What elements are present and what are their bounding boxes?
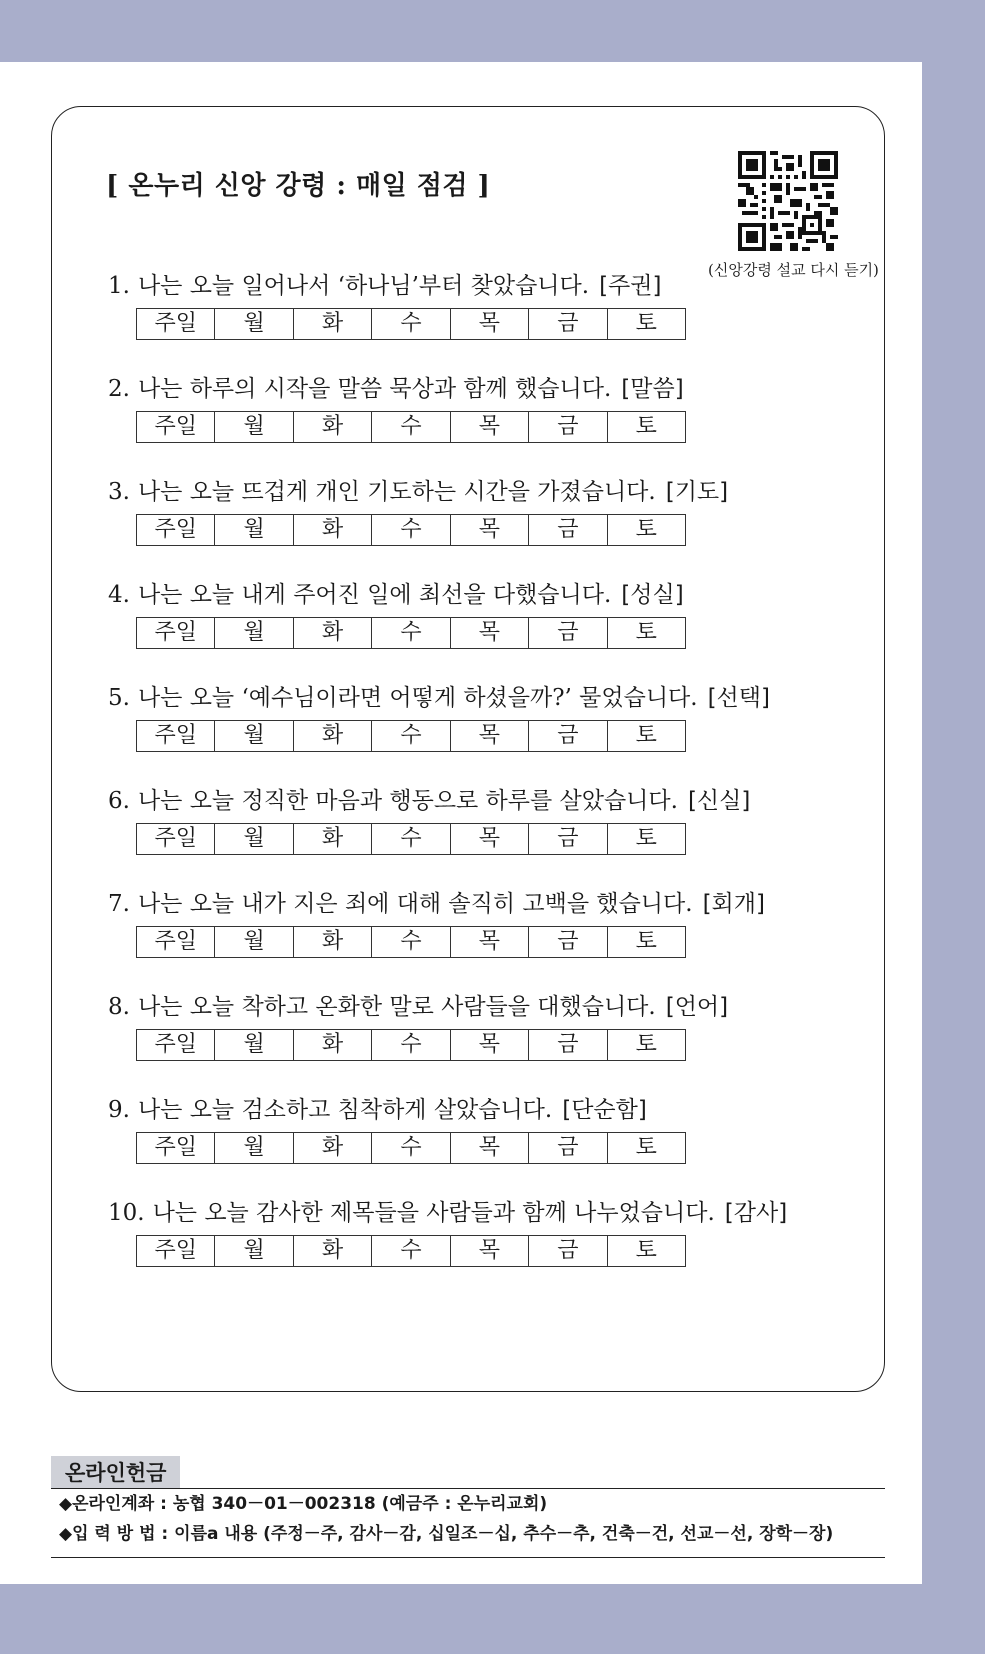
day-cell[interactable]: 금 [529,1030,607,1060]
checklist-item [108,1198,787,1267]
day-cell[interactable]: 월 [215,1030,293,1060]
checklist-item [108,683,770,752]
day-cell[interactable]: 토 [635,1238,657,1263]
online-offering-section [51,1456,885,1558]
question-number: 7. [108,891,130,917]
day-cell[interactable]: 화 [294,927,372,957]
question-tag: [회개] [702,891,765,917]
day-cell[interactable]: 금 [529,515,607,545]
day-cell[interactable]: 수 [372,618,450,648]
day-cell[interactable]: 주일 [137,927,215,957]
day-cell[interactable]: 금 [529,721,607,751]
day-cell[interactable]: 수 [372,515,450,545]
day-cell[interactable]: 토 [635,723,657,748]
question-text: 나는 오늘 ‘예수님이라면 어떻게 하셨을까?’ 물었습니다. [137,685,698,711]
day-cell[interactable]: 금 [529,1236,607,1266]
day-cell[interactable]: 목 [451,927,529,957]
day-cell[interactable]: 화 [294,412,372,442]
question-tag: [말씀] [621,376,684,402]
qr-caption: (신앙강령 설교 다시 듣기) [708,261,879,279]
question-text: 나는 오늘 내게 주어진 일에 최선을 다했습니다. [137,582,612,608]
day-cell[interactable]: 토 [635,929,657,954]
day-cell[interactable]: 월 [215,824,293,854]
day-cell[interactable]: 주일 [137,1030,215,1060]
day-cell[interactable]: 토 [635,517,657,542]
weekday-checkboxes [136,1235,686,1267]
day-cell[interactable]: 토 [635,1135,657,1160]
day-cell[interactable]: 목 [451,412,529,442]
bulletin-page [0,62,922,1584]
weekday-checkboxes [136,308,686,340]
day-cell[interactable]: 주일 [137,618,215,648]
day-cell[interactable]: 목 [451,1236,529,1266]
checklist-item [108,1095,686,1164]
day-cell[interactable]: 월 [215,721,293,751]
day-cell[interactable]: 화 [294,1236,372,1266]
daily-checklist-card [51,106,885,1392]
checklist-question [108,786,750,816]
day-cell[interactable]: 수 [372,1133,450,1163]
day-cell[interactable]: 토 [635,311,657,336]
question-text: 나는 오늘 착하고 온화한 말로 사람들을 대했습니다. [137,994,656,1020]
checklist-question [108,992,728,1022]
question-text: 나는 오늘 검소하고 침착하게 살았습니다. [137,1097,553,1123]
question-tag: [감사] [724,1200,788,1226]
weekday-checkboxes [136,720,686,752]
divider [51,1557,885,1558]
checklist-question [108,889,765,919]
checklist-question [108,580,686,610]
day-cell[interactable]: 월 [215,1133,293,1163]
question-number: 4. [108,582,130,608]
question-text: 나는 오늘 감사한 제목들을 사람들과 함께 나누었습니다. [152,1200,715,1226]
qr-code-icon[interactable] [738,151,838,251]
weekday-checkboxes [136,1132,686,1164]
checklist-item [108,580,686,649]
day-cell[interactable]: 금 [529,412,607,442]
weekday-checkboxes [136,1029,686,1061]
day-cell[interactable]: 목 [451,1133,529,1163]
day-cell[interactable]: 목 [451,1030,529,1060]
question-tag: [신실] [687,788,751,814]
question-text: 나는 오늘 내가 지은 죄에 대해 솔직히 고백을 했습니다. [137,891,693,917]
checklist-item [108,271,686,340]
question-tag: [성실] [621,582,684,608]
checklist-item [108,992,728,1061]
day-cell[interactable]: 화 [294,515,372,545]
checklist-item [108,786,750,855]
question-number: 10. [108,1200,145,1226]
day-cell[interactable]: 토 [635,826,657,851]
checklist-question [108,271,686,301]
checklist-question [108,683,770,713]
day-cell[interactable]: 금 [529,927,607,957]
online-offering-label: 온라인헌금 [51,1456,180,1488]
day-cell[interactable]: 화 [294,1030,372,1060]
day-cell[interactable]: 주일 [137,1236,215,1266]
day-cell[interactable]: 금 [529,824,607,854]
day-cell[interactable]: 주일 [137,721,215,751]
day-cell[interactable]: 주일 [137,412,215,442]
question-number: 2. [108,376,130,402]
day-cell[interactable]: 화 [294,1133,372,1163]
checklist-question [108,1095,686,1125]
day-cell[interactable]: 주일 [137,515,215,545]
question-number: 1. [108,273,130,299]
day-cell[interactable]: 월 [215,618,293,648]
day-cell[interactable]: 토 [635,414,657,439]
question-number: 9. [108,1097,130,1123]
day-cell[interactable]: 금 [529,309,607,339]
question-text: 나는 오늘 뜨겁게 개인 기도하는 시간을 가졌습니다. [137,479,656,505]
day-cell[interactable]: 수 [372,721,450,751]
day-cell[interactable]: 목 [451,824,529,854]
question-number: 3. [108,479,130,505]
question-tag: [언어] [665,994,729,1020]
day-cell[interactable]: 월 [215,515,293,545]
day-cell[interactable]: 월 [215,309,293,339]
input-method-info: ◆입 력 방 법 : 이름a 내용 (주정－주, 감사－감, 십일조－십, 추수－추, 건축－건, 선교－선, 장학－장) [59,1524,834,1544]
day-cell[interactable]: 월 [215,927,293,957]
weekday-checkboxes [136,823,686,855]
question-text: 나는 오늘 정직한 마음과 행동으로 하루를 살았습니다. [137,788,678,814]
day-cell[interactable]: 목 [451,515,529,545]
day-cell[interactable]: 화 [294,824,372,854]
day-cell[interactable]: 토 [635,1032,657,1057]
day-cell[interactable]: 주일 [137,824,215,854]
day-cell[interactable]: 수 [372,412,450,442]
question-number: 5. [108,685,130,711]
checklist-item [108,889,765,958]
day-cell[interactable]: 주일 [137,309,215,339]
checklist-question [108,1198,787,1228]
day-cell[interactable]: 목 [451,309,529,339]
day-cell[interactable]: 금 [529,1133,607,1163]
question-number: 8. [108,994,130,1020]
day-cell[interactable]: 화 [294,721,372,751]
day-cell[interactable]: 목 [451,618,529,648]
day-cell[interactable]: 수 [372,1236,450,1266]
question-tag: [단순함] [562,1097,647,1123]
day-cell[interactable]: 화 [294,309,372,339]
day-cell[interactable]: 목 [451,721,529,751]
question-number: 6. [108,788,130,814]
day-cell[interactable]: 화 [294,618,372,648]
question-text: 나는 하루의 시작을 말씀 묵상과 함께 했습니다. [137,376,612,402]
question-tag: [주권] [599,273,662,299]
checklist-item [108,477,728,546]
day-cell[interactable]: 금 [529,618,607,648]
day-cell[interactable]: 수 [372,309,450,339]
checklist-question [108,374,686,404]
checklist-item [108,374,686,443]
account-info: ◆온라인계좌 : 농협 340－01－002318 (예금주 : 온누리교회) [59,1494,548,1514]
checklist-title: [ 온누리 신앙 강령 : 매일 점검 ] [106,171,491,201]
day-cell[interactable]: 수 [372,927,450,957]
weekday-checkboxes [136,617,686,649]
weekday-checkboxes [136,926,686,958]
day-cell[interactable]: 주일 [137,1133,215,1163]
checklist-question [108,477,728,507]
question-text: 나는 오늘 일어나서 ‘하나님’부터 찾았습니다. [137,273,590,299]
day-cell[interactable]: 월 [215,412,293,442]
weekday-checkboxes [136,411,686,443]
day-cell[interactable]: 수 [372,824,450,854]
weekday-checkboxes [136,514,686,546]
day-cell[interactable]: 토 [635,620,657,645]
day-cell[interactable]: 월 [215,1236,293,1266]
question-tag: [선택] [707,685,770,711]
day-cell[interactable]: 수 [372,1030,450,1060]
question-tag: [기도] [665,479,729,505]
